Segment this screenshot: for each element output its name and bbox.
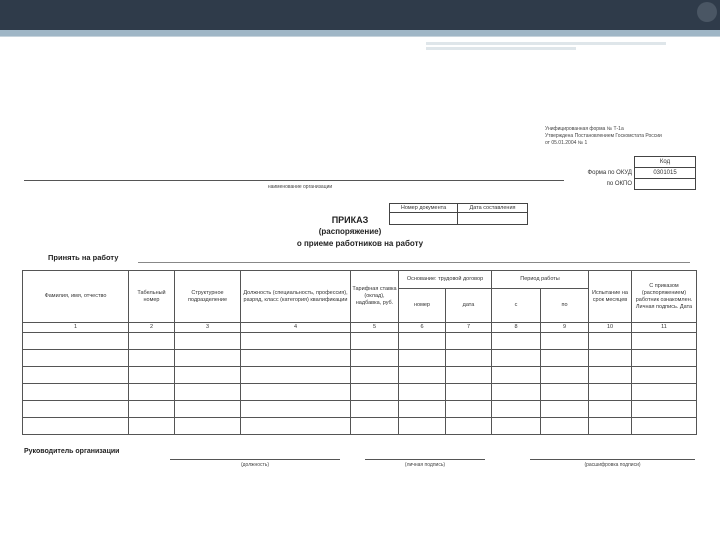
position-caption: (должность) [240, 462, 270, 468]
name-caption: (расшифровка подписи) [584, 462, 641, 468]
order-subtitle: (распоряжение) [318, 227, 382, 236]
table-row [23, 367, 697, 384]
table-row [23, 401, 697, 418]
order-title: ПРИКАЗ [331, 215, 369, 225]
signature-caption: (личная подпись) [404, 462, 446, 468]
head-of-organization-label: Руководитель организации [24, 448, 120, 455]
table-row [23, 350, 697, 367]
header-contract-date: дата [446, 289, 492, 323]
column-number: 3 [175, 323, 241, 333]
okpo-label: по ОКПО [606, 181, 632, 187]
form-header-line1: Унифицированная форма № Т-1а [545, 126, 624, 132]
header-fio: Фамилия, имя, отчество [23, 271, 129, 323]
column-number: 8 [492, 323, 541, 333]
column-number: 2 [129, 323, 175, 333]
organization-caption: наименование организации [267, 184, 333, 190]
header-position: Должность (специальность, профессия), разряд, класс (категория) квалификации [241, 271, 351, 323]
okpo-value [635, 179, 696, 190]
hired-label: Принять на работу [48, 253, 119, 262]
corner-circle [697, 2, 717, 22]
document-number-table [389, 203, 528, 225]
position-line [170, 459, 340, 460]
document-date-value [458, 213, 528, 225]
column-number: 6 [399, 323, 446, 333]
header-contract-number: номер [399, 289, 446, 323]
header-period-from: с [492, 289, 541, 323]
slide-header-divider [0, 36, 720, 37]
form-header-line3: от 05.01.2004 № 1 [545, 140, 588, 146]
header-tabnum: Табельный номер [129, 271, 175, 323]
header-accent-line-short [426, 47, 576, 50]
name-line [530, 459, 695, 460]
slide-header-bar [0, 0, 720, 30]
organization-line [24, 180, 564, 181]
column-number: 1 [23, 323, 129, 333]
column-number: 10 [589, 323, 632, 333]
column-number: 11 [632, 323, 697, 333]
header-period-to: по [541, 289, 589, 323]
column-number: 9 [541, 323, 589, 333]
column-number: 7 [446, 323, 492, 333]
code-label: Код [635, 157, 696, 168]
form-header-line2: Утверждена Постановлением Госкомстата России [545, 133, 662, 139]
header-period: Период работы [492, 271, 589, 289]
document-date-label: Дата составления [458, 204, 528, 213]
code-table [634, 156, 696, 190]
header-accent-line [426, 42, 666, 45]
table-row [23, 384, 697, 401]
header-rate: Тарифная ставка (оклад), надбавка, руб. [351, 271, 399, 323]
okud-label: Форма по ОКУД [587, 170, 632, 176]
header-probation: Испытание на срок месяцев [589, 271, 632, 323]
signature-line [365, 459, 485, 460]
header-contract: Основание: трудовой договор [399, 271, 492, 289]
okud-value: 0301015 [635, 168, 696, 179]
employees-table [22, 270, 697, 435]
table-row [23, 418, 697, 435]
header-acknowledgement: С приказом (распоряжением) работник ознакомлен. Личная подпись. Дата [632, 271, 697, 323]
order-purpose: о приеме работников на работу [296, 239, 424, 248]
document-number-label: Номер документа [390, 204, 458, 213]
hired-underline [138, 262, 690, 263]
column-number: 5 [351, 323, 399, 333]
table-row [23, 333, 697, 350]
header-department: Структурное подразделение [175, 271, 241, 323]
column-number: 4 [241, 323, 351, 333]
